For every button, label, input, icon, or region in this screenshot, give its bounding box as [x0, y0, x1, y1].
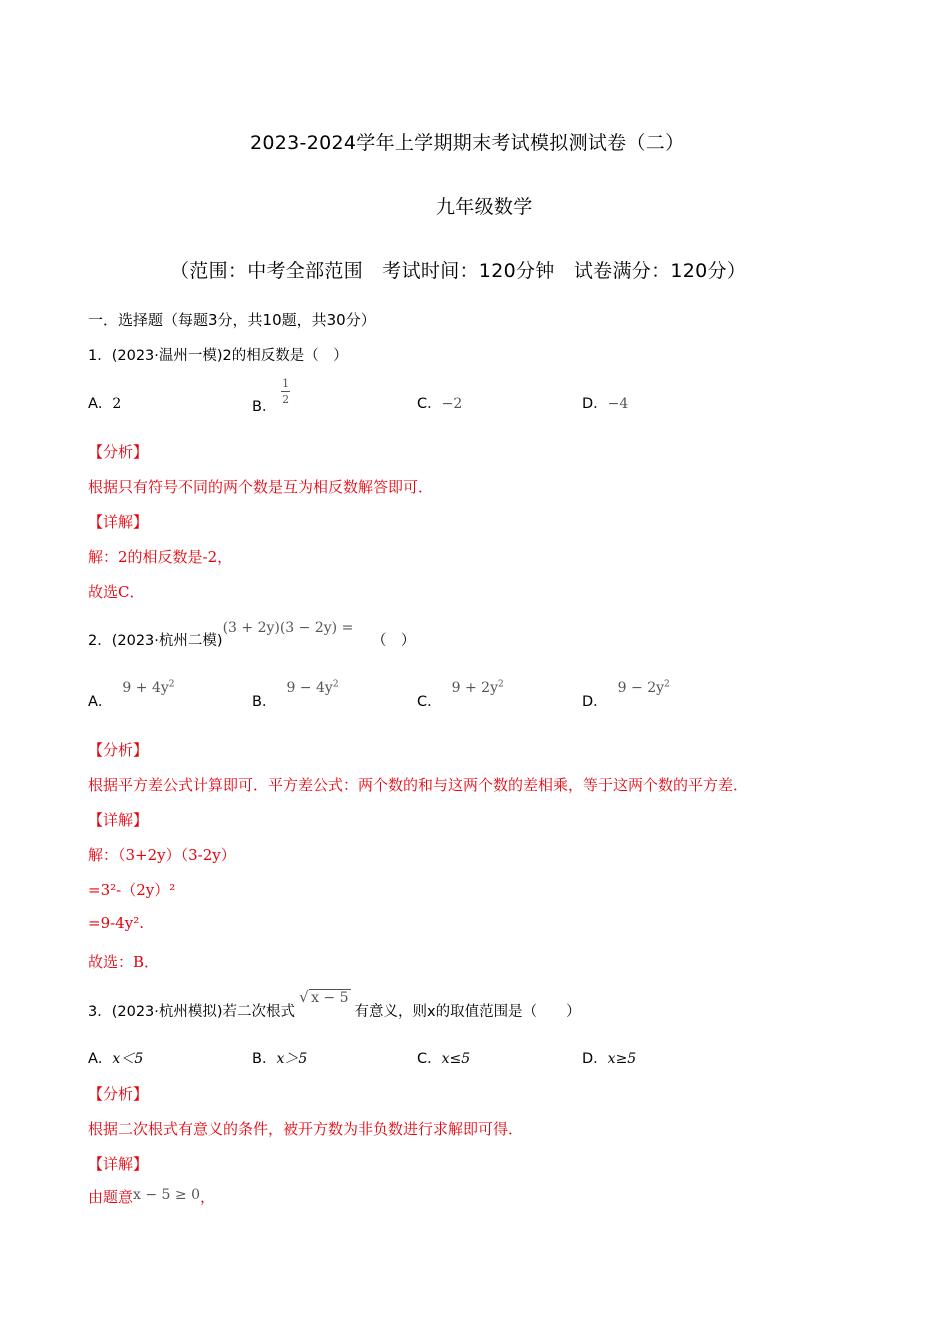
question-3-detail-heading: 【详解】 [88, 1155, 149, 1173]
question-2-option-b: B．$9 - 4y^2$ [252, 679, 339, 710]
question-1-option-a: A．2 [88, 396, 122, 412]
exam-subtitle: 九年级数学 [436, 196, 533, 218]
question-3-option-c: C．x≤5 [417, 1051, 471, 1067]
question-2-option-c: C．$9 + 2y^2$ [417, 679, 504, 710]
question-2-detail-heading: 【详解】 [88, 811, 149, 829]
question-3-solution-line-1: 由题意x − 5 ≥ 0， [88, 1187, 216, 1206]
question-2-option-a: A．$9 + 4y^2$ [88, 679, 175, 710]
question-3-radical: √ x − 5 [299, 988, 349, 1006]
question-2-solution-line-1: 解：（3+2y）（3-2y） [88, 846, 236, 864]
question-2-solution-line-3: =9-4y². [88, 914, 144, 932]
question-2-solution-line-2: =3²-（2y）² [88, 881, 176, 899]
question-1-solution-line-2: 故选C． [88, 583, 145, 601]
question-2-solution-line-4: 故选：B． [88, 953, 160, 971]
question-3-analysis-heading: 【分析】 [88, 1085, 149, 1103]
question-1-option-b: B． $\frac{1}{2}$ [252, 377, 290, 415]
question-3-option-b: B．x＞5 [252, 1051, 308, 1067]
question-2-stem: 2．(2023·杭州二模)(3 + 2y)(3 − 2y) = （ ） [88, 620, 416, 649]
question-1-analysis: 根据只有符号不同的两个数是互为相反数解答即可． [88, 478, 434, 496]
question-1-option-c: C．−2 [417, 396, 463, 412]
question-1-solution-line-1: 解：2的相反数是-2， [88, 548, 233, 566]
question-1-detail-heading: 【详解】 [88, 513, 149, 531]
question-1-stem: 1．(2023·温州一模)2的相反数是（ ） [88, 348, 348, 364]
exam-scope: （范围：中考全部范围 考试时间：120分钟 试卷满分：120分） [170, 260, 747, 282]
question-3-option-a: A．x＜5 [88, 1051, 144, 1067]
question-3-stem: 3．(2023·杭州模拟)若二次根式 √ x − 5有意义，则x的取值范围是（ ） [88, 988, 581, 1020]
section-heading: 一．选择题（每题3分，共10题，共30分） [88, 311, 376, 329]
question-2-analysis-heading: 【分析】 [88, 741, 149, 759]
question-1-analysis-heading: 【分析】 [88, 443, 149, 461]
question-2-option-d: D．$9 - 2y^2$ [582, 679, 670, 710]
question-1-option-d: D．−4 [582, 396, 629, 412]
question-3-option-d: D．x≥5 [582, 1051, 637, 1067]
exam-title: 2023-2024学年上学期期末考试模拟测试卷（二） [250, 132, 685, 154]
question-2-analysis: 根据平方差公式计算即可．平方差公式：两个数的和与这两个数的差相乘，等于这两个数的平方差． [88, 776, 749, 794]
question-3-analysis: 根据二次根式有意义的条件，被开方数为非负数进行求解即可得． [88, 1120, 524, 1138]
